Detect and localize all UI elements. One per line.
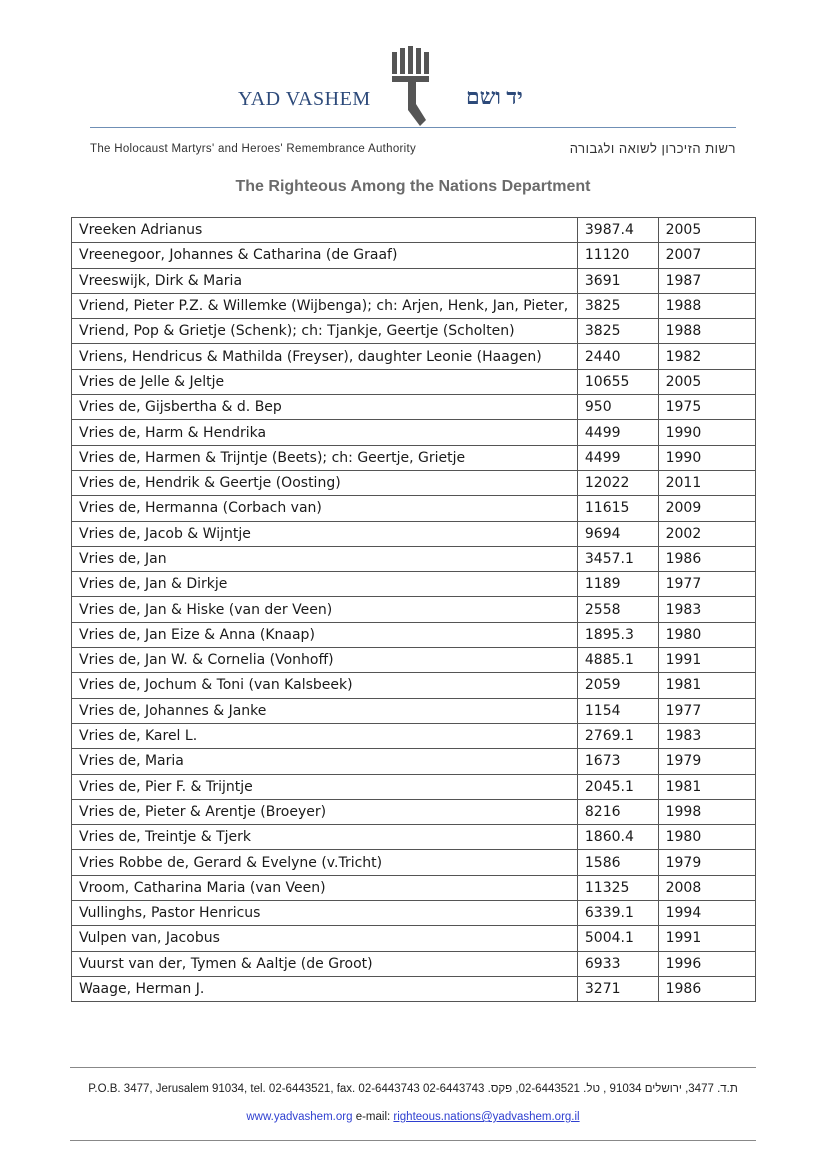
cell-file-number: 11615 (577, 496, 658, 521)
table-row (72, 420, 756, 445)
table-row (72, 496, 756, 521)
cell-file-number: 10655 (577, 369, 658, 394)
table-row (72, 825, 756, 850)
letterhead (0, 0, 826, 200)
cell-file-number: 2440 (577, 344, 658, 369)
table-row (72, 243, 756, 268)
website-link[interactable]: www.yadvashem.org (246, 1111, 353, 1123)
cell-name: Vriens, Hendricus & Mathilda (Freyser), daughter Leonie (Haagen) (72, 344, 578, 369)
cell-name: Vries de, Jan & Hiske (van der Veen) (72, 597, 578, 622)
table-row (72, 395, 756, 420)
cell-file-number: 5004.1 (577, 926, 658, 951)
table-row (72, 723, 756, 748)
cell-name: Vuurst van der, Tymen & Aaltje (de Groot) (72, 951, 578, 976)
cell-year: 1991 (658, 926, 755, 951)
cell-year: 1990 (658, 420, 755, 445)
cell-file-number: 3987.4 (577, 218, 658, 243)
cell-year: 1977 (658, 572, 755, 597)
righteous-records-table (71, 217, 756, 1002)
cell-name: Vullinghs, Pastor Henricus (72, 901, 578, 926)
cell-name: Vries de, Hermanna (Corbach van) (72, 496, 578, 521)
cell-year: 1983 (658, 597, 755, 622)
brand-name-english: YAD VASHEM (238, 88, 371, 110)
cell-year: 2007 (658, 243, 755, 268)
cell-name: Vries de, Jochum & Toni (van Kalsbeek) (72, 673, 578, 698)
cell-name: Vries de, Hendrik & Geertje (Oosting) (72, 470, 578, 495)
table-row (72, 470, 756, 495)
table-row (72, 926, 756, 951)
footer-address (0, 1083, 826, 1095)
cell-year: 1981 (658, 774, 755, 799)
cell-file-number: 2059 (577, 673, 658, 698)
cell-file-number: 950 (577, 395, 658, 420)
table-row (72, 445, 756, 470)
table-row (72, 546, 756, 571)
cell-name: Vries de, Treintje & Tjerk (72, 825, 578, 850)
table-row (72, 875, 756, 900)
cell-file-number: 8216 (577, 799, 658, 824)
cell-year: 1988 (658, 293, 755, 318)
cell-name: Vries de, Pier F. & Trijntje (72, 774, 578, 799)
cell-file-number: 2558 (577, 597, 658, 622)
table-row (72, 319, 756, 344)
table-row (72, 622, 756, 647)
cell-name: Vries de, Jan (72, 546, 578, 571)
menorah-logo-icon (382, 46, 442, 128)
cell-file-number: 3691 (577, 268, 658, 293)
table-row (72, 850, 756, 875)
cell-year: 1980 (658, 825, 755, 850)
table-row (72, 976, 756, 1001)
authority-name-english: The Holocaust Martyrs' and Heroes' Remembrance Authority (90, 143, 417, 155)
footer-contact (0, 1111, 826, 1123)
table-row (72, 673, 756, 698)
cell-year: 1991 (658, 648, 755, 673)
table-row (72, 698, 756, 723)
table-row (72, 799, 756, 824)
cell-year: 2011 (658, 470, 755, 495)
cell-file-number: 1895.3 (577, 622, 658, 647)
cell-name: Vries de, Harmen & Trijntje (Beets); ch: Geertje, Grietje (72, 445, 578, 470)
department-title: The Righteous Among the Nations Department (235, 178, 591, 195)
cell-file-number: 1586 (577, 850, 658, 875)
cell-name: Vreeswijk, Dirk & Maria (72, 268, 578, 293)
cell-file-number: 3825 (577, 319, 658, 344)
cell-year: 1986 (658, 976, 755, 1001)
cell-name: Vulpen van, Jacobus (72, 926, 578, 951)
cell-year: 1998 (658, 799, 755, 824)
cell-file-number: 3271 (577, 976, 658, 1001)
cell-year: 1980 (658, 622, 755, 647)
cell-year: 1990 (658, 445, 755, 470)
cell-file-number: 2769.1 (577, 723, 658, 748)
cell-year: 1986 (658, 546, 755, 571)
cell-file-number: 3457.1 (577, 546, 658, 571)
cell-file-number: 6933 (577, 951, 658, 976)
table-row (72, 293, 756, 318)
cell-file-number: 1673 (577, 749, 658, 774)
cell-name: Vries de, Jacob & Wijntje (72, 521, 578, 546)
table-row (72, 597, 756, 622)
table-row (72, 369, 756, 394)
cell-name: Vries Robbe de, Gerard & Evelyne (v.Tricht) (72, 850, 578, 875)
cell-year: 2005 (658, 218, 755, 243)
cell-year: 2002 (658, 521, 755, 546)
cell-name: Waage, Herman J. (72, 976, 578, 1001)
email-link[interactable]: righteous.nations@yadvashem.org.il (393, 1111, 580, 1123)
table-row (72, 344, 756, 369)
cell-year: 2008 (658, 875, 755, 900)
cell-name: Vries de, Harm & Hendrika (72, 420, 578, 445)
cell-year: 2009 (658, 496, 755, 521)
cell-file-number: 3825 (577, 293, 658, 318)
cell-file-number: 1189 (577, 572, 658, 597)
cell-file-number: 1154 (577, 698, 658, 723)
cell-file-number: 9694 (577, 521, 658, 546)
footer-divider-bottom (70, 1140, 756, 1141)
address-hebrew: ת.ד. 3477, ירושלים 91034 , טל. 02-6443521, פקס. 02-6443743 (423, 1083, 738, 1095)
cell-name: Vries de, Pieter & Arentje (Broeyer) (72, 799, 578, 824)
cell-name: Vries de, Jan & Dirkje (72, 572, 578, 597)
cell-name: Vries de, Jan Eize & Anna (Knaap) (72, 622, 578, 647)
cell-year: 1979 (658, 850, 755, 875)
cell-file-number: 12022 (577, 470, 658, 495)
table-row (72, 749, 756, 774)
cell-year: 2005 (658, 369, 755, 394)
table-row (72, 572, 756, 597)
cell-year: 1979 (658, 749, 755, 774)
header-divider (90, 127, 736, 128)
cell-name: Vriend, Pieter P.Z. & Willemke (Wijbenga); ch: Arjen, Henk, Jan, Pieter, (72, 293, 578, 318)
cell-file-number: 4499 (577, 445, 658, 470)
cell-name: Vries de, Gijsbertha & d. Bep (72, 395, 578, 420)
cell-name: Vries de, Johannes & Janke (72, 698, 578, 723)
cell-name: Vries de, Karel L. (72, 723, 578, 748)
footer-divider-top (70, 1067, 756, 1068)
authority-name-hebrew: רשות הזיכרון לשואה ולגבורה (569, 141, 736, 156)
cell-year: 1977 (658, 698, 755, 723)
cell-file-number: 1860.4 (577, 825, 658, 850)
table-row (72, 268, 756, 293)
cell-name: Vreeken Adrianus (72, 218, 578, 243)
cell-year: 1982 (658, 344, 755, 369)
cell-name: Vries de, Jan W. & Cornelia (Vonhoff) (72, 648, 578, 673)
cell-year: 1994 (658, 901, 755, 926)
cell-file-number: 11120 (577, 243, 658, 268)
table-row (72, 521, 756, 546)
cell-name: Vroom, Catharina Maria (van Veen) (72, 875, 578, 900)
cell-name: Vreenegoor, Johannes & Catharina (de Graaf) (72, 243, 578, 268)
cell-year: 1981 (658, 673, 755, 698)
cell-year: 1975 (658, 395, 755, 420)
cell-file-number: 4499 (577, 420, 658, 445)
brand-name-hebrew: יד ושם (466, 84, 523, 109)
cell-year: 1996 (658, 951, 755, 976)
table-row (72, 218, 756, 243)
cell-file-number: 4885.1 (577, 648, 658, 673)
email-label: e-mail: (355, 1111, 391, 1123)
cell-name: Vriend, Pop & Grietje (Schenk); ch: Tjankje, Geertje (Scholten) (72, 319, 578, 344)
table-row (72, 774, 756, 799)
table-row (72, 648, 756, 673)
cell-year: 1987 (658, 268, 755, 293)
address-english: P.O.B. 3477, Jerusalem 91034, tel. 02-6443521, fax. 02-6443743 (88, 1083, 420, 1095)
cell-year: 1983 (658, 723, 755, 748)
cell-name: Vries de Jelle & Jeltje (72, 369, 578, 394)
cell-name: Vries de, Maria (72, 749, 578, 774)
cell-file-number: 11325 (577, 875, 658, 900)
table-row (72, 951, 756, 976)
cell-file-number: 6339.1 (577, 901, 658, 926)
cell-year: 1988 (658, 319, 755, 344)
table-row (72, 901, 756, 926)
cell-file-number: 2045.1 (577, 774, 658, 799)
